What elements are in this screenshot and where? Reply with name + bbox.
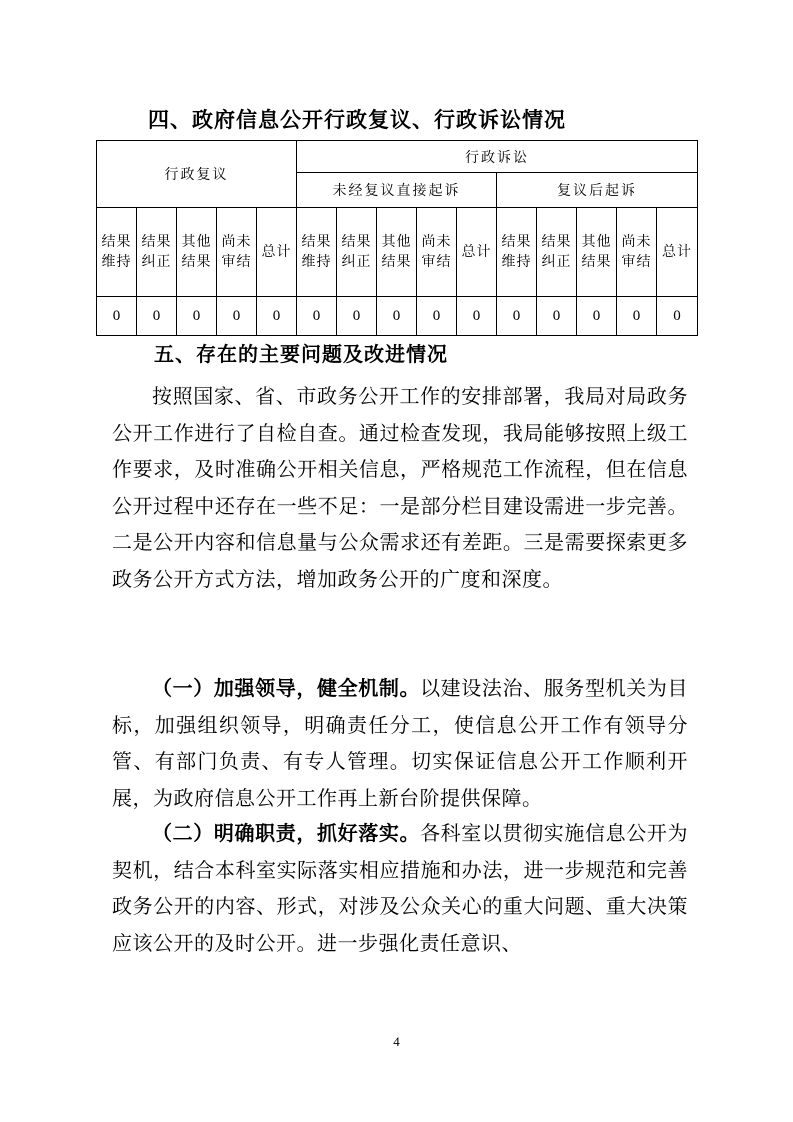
- problems-paragraph: 按照国家、省、市政务公开工作的安排部署，我局对局政务公开工作进行了自检自查。通过检查发现，我局能够按照上级工作要求，及时准确公开相关信息，严格规范工作流程，但在信息公开过程中还存在一些不足：一是部分栏目建设需进一步完善。二是公开内容和信息量与公众需求还有差距。三是需要探索更多政务公开方式方法，增加政务公开的广度和深度。: [112, 384, 688, 591]
- after-pending-header: 尚未审结: [617, 208, 657, 297]
- leadership-body: 以建设法治、服务型机关为目标，加强组织领导，明确责任分工，使信息公开工作有领导分管、有部门负责、有专人管理。切实保证信息公开工作顺利开展，为政府信息公开工作再上新台阶提供保障。: [112, 676, 689, 810]
- after-total-value: 0: [657, 297, 698, 336]
- review-upheld-header: 结果维持: [97, 208, 137, 297]
- direct-corrected-header: 结果纠正: [337, 208, 377, 297]
- direct-total-value: 0: [457, 297, 497, 336]
- review-corrected-value: 0: [137, 297, 177, 336]
- review-total-value: 0: [257, 297, 297, 336]
- direct-corrected-value: 0: [337, 297, 377, 336]
- direct-upheld-value: 0: [297, 297, 337, 336]
- litigation-header: 行政诉讼: [297, 141, 698, 173]
- direct-pending-header: 尚未审结: [417, 208, 457, 297]
- after-corrected-header: 结果纠正: [537, 208, 577, 297]
- post-review-suit-header: 复议后起诉: [497, 173, 698, 208]
- section5-title: 五、存在的主要问题及改进情况: [154, 342, 448, 366]
- after-upheld-value: 0: [497, 297, 537, 336]
- admin-review-header: 行政复议: [97, 141, 297, 208]
- review-total-header: 总计: [257, 208, 297, 297]
- page-number: 4: [393, 1034, 400, 1049]
- after-upheld-header: 结果维持: [497, 208, 537, 297]
- review-litigation-table: [96, 140, 698, 336]
- review-pending-header: 尚未审结: [217, 208, 257, 297]
- review-corrected-header: 结果纠正: [137, 208, 177, 297]
- duties-body: 各科室以贯彻实施信息公开为契机，结合本科室实际落实相应措施和办法，进一步规范和完善政务公开的内容、形式，对涉及公众关心的重大问题、重大决策应该公开的及时公开。进一步强化责任意识、: [112, 821, 689, 955]
- after-corrected-value: 0: [537, 297, 577, 336]
- direct-upheld-header: 结果维持: [297, 208, 337, 297]
- direct-other-value: 0: [377, 297, 417, 336]
- review-other-value: 0: [177, 297, 217, 336]
- duties-heading: （二）明确职责，抓好落实。: [152, 821, 421, 845]
- leadership-paragraph: [112, 670, 688, 816]
- review-other-header: 其他结果: [177, 208, 217, 297]
- direct-suit-header: 未经复议直接起诉: [297, 173, 497, 208]
- after-other-header: 其他结果: [577, 208, 617, 297]
- after-total-header: 总计: [657, 208, 698, 297]
- after-other-value: 0: [577, 297, 617, 336]
- after-pending-value: 0: [617, 297, 657, 336]
- review-upheld-value: 0: [97, 297, 137, 336]
- section4-title: 四、政府信息公开行政复议、行政诉讼情况: [148, 108, 566, 132]
- direct-total-header: 总计: [457, 208, 497, 297]
- duties-paragraph: [112, 815, 688, 961]
- leadership-heading: （一）加强领导，健全机制。: [152, 676, 421, 700]
- review-pending-value: 0: [217, 297, 257, 336]
- direct-other-header: 其他结果: [377, 208, 417, 297]
- direct-pending-value: 0: [417, 297, 457, 336]
